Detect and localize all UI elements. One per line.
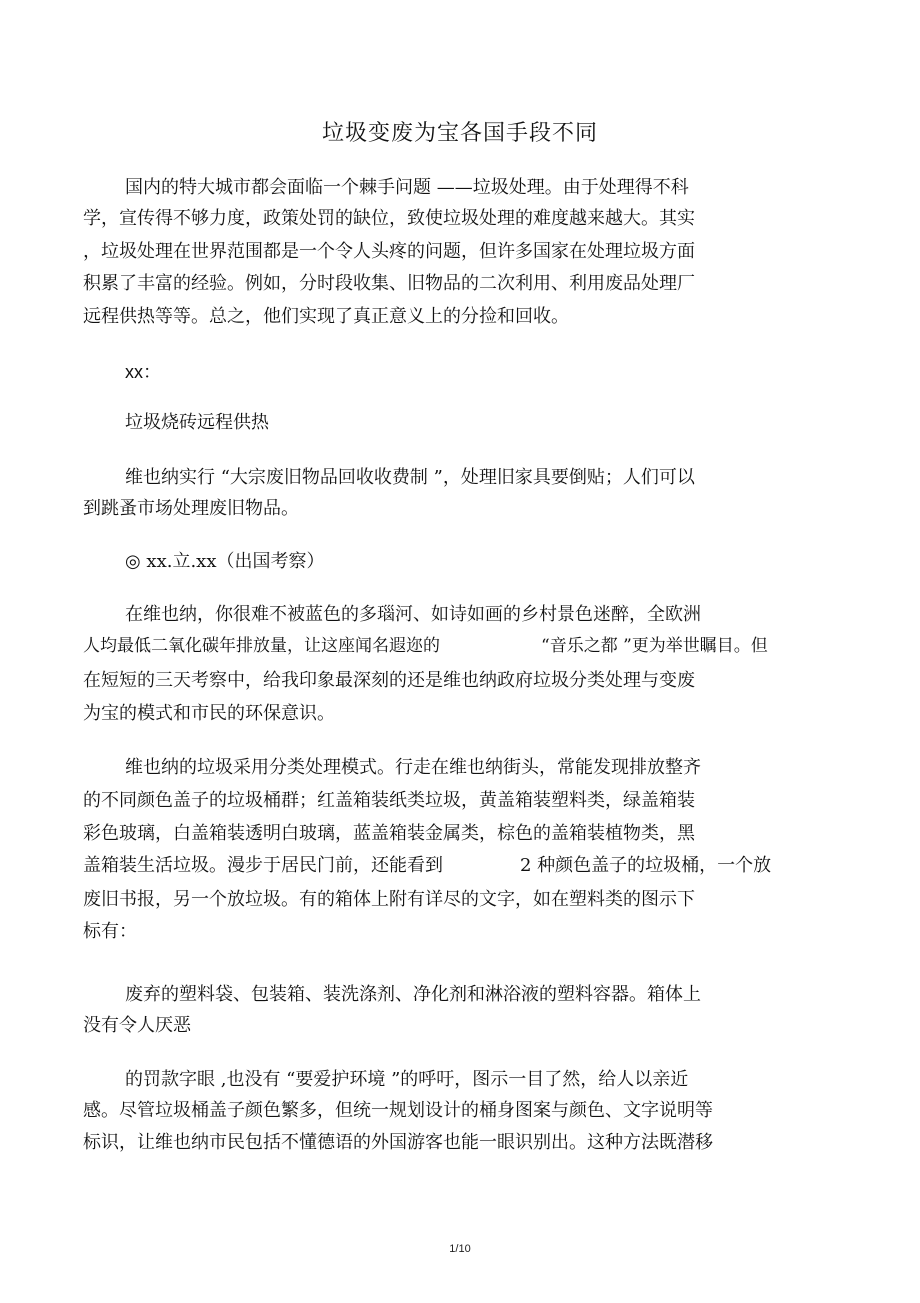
paragraph-line: 废弃的塑料袋、包装箱、装洗涤剂、净化剂和淋浴液的塑料容器。箱体上 <box>125 984 701 1005</box>
paragraph-line: 在短短的三天考察中，给我印象最深刻的还是维也纳政府垃圾分类处理与变废 <box>83 670 695 691</box>
paragraph-line: 标有： <box>83 921 137 942</box>
paragraph-line: 国内的特大城市都会面临一个棘手问题 ——垃圾处理。由于处理得不科 <box>125 177 689 198</box>
paragraph-line: 没有令人厌恶 <box>83 1015 191 1036</box>
paragraph-line: 维也纳实行 “大宗废旧物品回收收费制 ”，处理旧家具要倒贴；人们可以 <box>125 467 695 488</box>
paragraph-line: 的罚款字眼 ,也没有 “要爱护环境 ”的呼吁，图示一目了然，给人以亲近 <box>125 1069 689 1090</box>
paragraph-line: 彩色玻璃，白盖箱装透明白玻璃，蓝盖箱装金属类，棕色的盖箱装植物类，黑 <box>83 823 695 844</box>
paragraph-line: 的不同颜色盖子的垃圾桶群；红盖箱装纸类垃圾，黄盖箱装塑料类，绿盖箱装 <box>83 790 695 811</box>
paragraph-line: 远程供热等等。总之，他们实现了真正意义上的分捡和回收。 <box>83 306 569 327</box>
paragraph-line: 2 种颜色盖子的垃圾桶，一个放 <box>520 855 772 876</box>
paragraph-line: 废旧书报，另一个放垃圾。有的箱体上附有详尽的文字，如在塑料类的图示下 <box>83 889 695 910</box>
section-heading: 垃圾烧砖远程供热 <box>125 412 269 433</box>
document-title: 垃圾变废为宝各国手段不同 <box>321 121 598 146</box>
paragraph-line: 感。尽管垃圾桶盖子颜色繁多，但统一规划设计的桶身图案与颜色、文字说明等 <box>83 1100 713 1121</box>
paragraph-line: ，垃圾处理在世界范围都是一个令人头疼的问题，但许多国家在处理垃圾方面 <box>83 241 695 262</box>
paragraph-line: 为宝的模式和市民的环保意识。 <box>83 703 335 724</box>
section-label: xx： <box>125 362 161 382</box>
paragraph-line: 维也纳的垃圾采用分类处理模式。行走在维也纳街头，常能发现排放整齐 <box>125 757 701 778</box>
source-note: ◎ xx.立.xx（出国考察） <box>125 551 325 572</box>
paragraph-line: “音乐之都 ”更为举世瞩目。但 <box>541 636 768 656</box>
paragraph-line: 标识，让维也纳市民包括不懂德语的外国游客也能一眼识别出。这种方法既潜移 <box>83 1132 713 1153</box>
paragraph-line: 在维也纳，你很难不被蓝色的多瑙河、如诗如画的乡村景色迷醉，全欧洲 <box>125 604 701 625</box>
paragraph-line: 学，宣传得不够力度，政策处罚的缺位，致使垃圾处理的难度越来越大。其实 <box>83 208 695 229</box>
paragraph-line: 人均最低二氧化碳年排放量，让这座闻名遐迩的 <box>83 636 440 656</box>
page-number: 1/10 <box>449 1243 471 1255</box>
paragraph-line: 到跳蚤市场处理废旧物品。 <box>83 498 299 519</box>
paragraph-line: 盖箱装生活垃圾。漫步于居民门前，还能看到 <box>83 855 443 876</box>
paragraph-line: 积累了丰富的经验。例如，分时段收集、旧物品的二次利用、利用废品处理厂 <box>83 273 695 294</box>
